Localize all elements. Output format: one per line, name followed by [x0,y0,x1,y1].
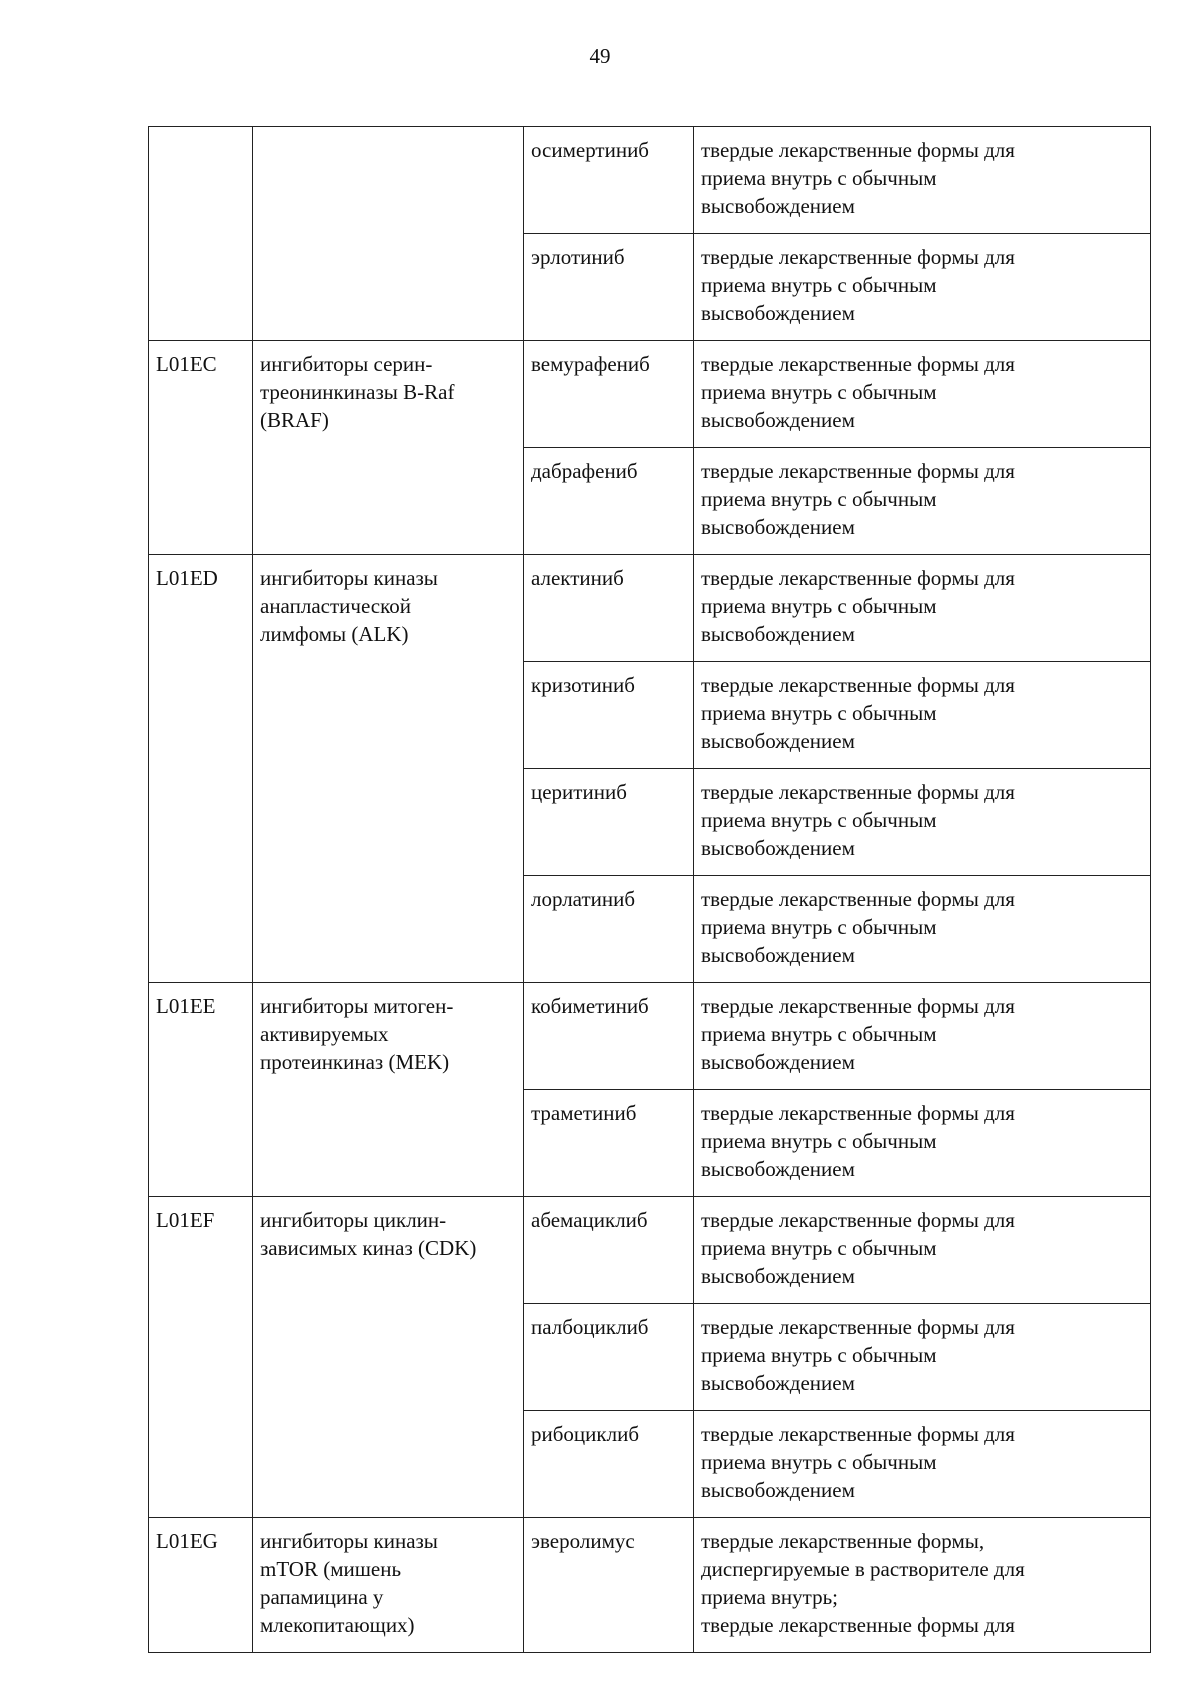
atc-code-cell [149,127,253,341]
page-number: 49 [589,44,611,68]
dosage-form-cell: твердые лекарственные формы для приема внутрь с обычным высвобождением [694,448,1151,555]
table-row [149,983,1151,1090]
dosage-form-cell: твердые лекарственные формы для приема внутрь с обычным высвобождением [694,555,1151,662]
table-row [149,341,1151,448]
drug-classification-table [148,126,1151,1653]
drug-name-cell: осимертиниб [524,127,694,234]
group-name-cell: ингибиторы серин- треонинкиназы B-Raf (BRAF) [253,341,524,555]
dosage-form-cell: твердые лекарственные формы для приема внутрь с обычным высвобождением [694,1197,1151,1304]
dosage-form-cell: твердые лекарственные формы для приема внутрь с обычным высвобождением [694,662,1151,769]
dosage-form-cell: твердые лекарственные формы для приема внутрь с обычным высвобождением [694,127,1151,234]
drug-name-cell: церитиниб [524,769,694,876]
drug-name-cell: траметиниб [524,1090,694,1197]
group-name-cell: ингибиторы киназы анапластической лимфомы (ALK) [253,555,524,983]
dosage-form-cell: твердые лекарственные формы для приема внутрь с обычным высвобождением [694,1411,1151,1518]
drug-name-cell: эверолимус [524,1518,694,1653]
dosage-form-cell: твердые лекарственные формы для приема внутрь с обычным высвобождением [694,234,1151,341]
drug-name-cell: рибоциклиб [524,1411,694,1518]
group-name-cell: ингибиторы киназы mTOR (мишень рапамицина у млекопитающих) [253,1518,524,1653]
drug-name-cell: вемурафениб [524,341,694,448]
atc-code-cell: L01EE [149,983,253,1197]
dosage-form-cell: твердые лекарственные формы для приема внутрь с обычным высвобождением [694,1090,1151,1197]
atc-code-cell: L01EC [149,341,253,555]
table-row [149,1518,1151,1653]
atc-code-cell: L01EF [149,1197,253,1518]
dosage-form-cell: твердые лекарственные формы, диспергируемые в растворителе для приема внутрь; твердые лекарственные формы для [694,1518,1151,1653]
drug-name-cell: дабрафениб [524,448,694,555]
dosage-form-cell: твердые лекарственные формы для приема внутрь с обычным высвобождением [694,341,1151,448]
dosage-form-cell: твердые лекарственные формы для приема внутрь с обычным высвобождением [694,769,1151,876]
table-row [149,1197,1151,1304]
dosage-form-cell: твердые лекарственные формы для приема внутрь с обычным высвобождением [694,1304,1151,1411]
drug-name-cell: лорлатиниб [524,876,694,983]
drug-name-cell: эрлотиниб [524,234,694,341]
atc-code-cell: L01ED [149,555,253,983]
dosage-form-cell: твердые лекарственные формы для приема внутрь с обычным высвобождением [694,983,1151,1090]
drug-name-cell: кризотиниб [524,662,694,769]
dosage-form-cell: твердые лекарственные формы для приема внутрь с обычным высвобождением [694,876,1151,983]
table-row [149,555,1151,662]
drug-name-cell: алектиниб [524,555,694,662]
drug-name-cell: абемациклиб [524,1197,694,1304]
group-name-cell: ингибиторы циклин- зависимых киназ (CDK) [253,1197,524,1518]
group-name-cell: ингибиторы митоген- активируемых протеинкиназ (MEK) [253,983,524,1197]
table-row [149,127,1151,234]
drug-name-cell: палбоциклиб [524,1304,694,1411]
atc-code-cell: L01EG [149,1518,253,1653]
drug-name-cell: кобиметиниб [524,983,694,1090]
group-name-cell [253,127,524,341]
